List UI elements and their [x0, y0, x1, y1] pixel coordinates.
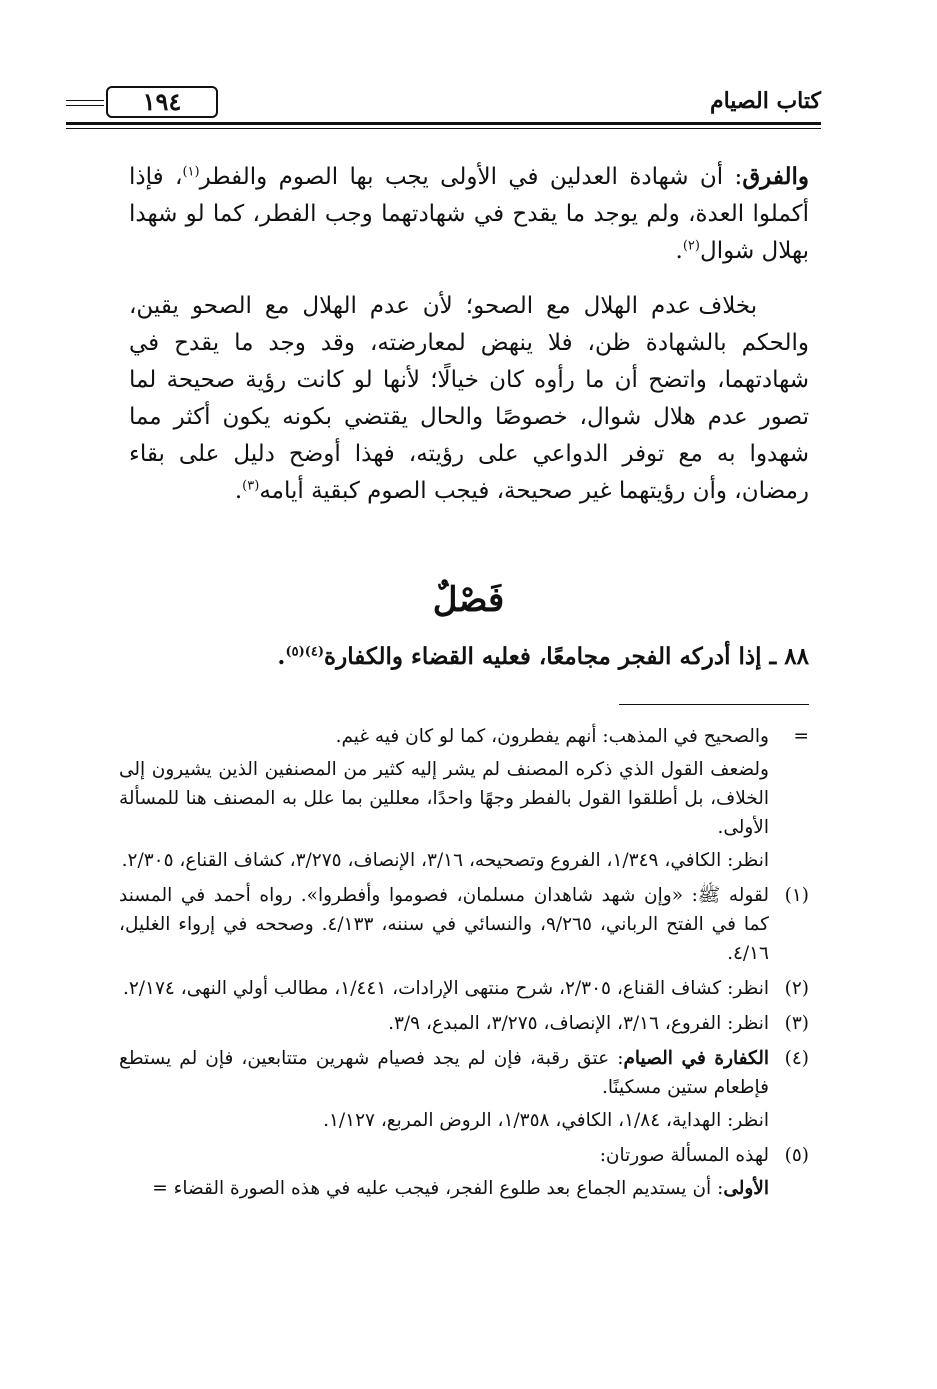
- header-ornament-line: [66, 100, 104, 101]
- footnote-mark: (٤): [784, 1048, 809, 1069]
- footnote-text: لقوله ﷺ: «وإن شهد شاهدان مسلمان، فصوموا وأفطروا». رواه أحمد في المسند كما في الفتح الرباني، ٩/٢٦٥، والنسائي في سننه، ٤/١٣٣. وصححه في إرواء الغليل، ٤/١٦.: [119, 885, 769, 964]
- paragraph-text: : أن شهادة العدلين في الأولى يجب بها الصوم والفطر: [199, 164, 743, 190]
- main-text: [129, 158, 809, 510]
- footnote-continuation: [119, 722, 809, 875]
- footnote-line: والصحيح في المذهب: أنهم يفطرون، كما لو كان فيه غيم.: [335, 726, 769, 747]
- page-number-frame: [66, 86, 226, 118]
- footnote-text: انظر: الفروع، ٣/١٦، الإنصاف، ٣/٢٧٥، المبدع، ٣/٩.: [388, 1013, 769, 1034]
- issue-number: ٨٨: [784, 643, 809, 670]
- footnote-mark: (١): [784, 885, 809, 906]
- footnote-text: انظر: كشاف القناع، ٢/٣٠٥، شرح منتهى الإرادات، ١/٤٤١، مطالب أولي النهى، ٢/١٧٤.: [122, 978, 769, 999]
- header-rule-thin: [66, 128, 821, 129]
- header-ornament-line: [66, 105, 104, 106]
- footnote-3: [119, 1009, 809, 1038]
- footnote-ref-3[interactable]: (٣): [242, 478, 260, 494]
- footnotes: [119, 722, 809, 1209]
- page-header: [66, 82, 821, 132]
- paragraph-end: .: [234, 478, 243, 504]
- footnote-line: ولضعف القول الذي ذكره المصنف لم يشر إليه كثير من المصنفين الذين يشيرون إلى الخلاف، بل أطلقوا القول بالفطر وجهًا واحدًا، معللين بما علل به المصنف هنا للمسألة الأولى.: [119, 759, 769, 838]
- footnote-5: [119, 1141, 809, 1203]
- footnote-line: انظر: الهداية، ١/٨٤، الكافي، ١/٣٥٨، الروض المربع، ١/١٢٧.: [323, 1110, 769, 1131]
- footnote-mark: (٥): [784, 1145, 809, 1166]
- paragraph-lead-word: والفرق: [742, 163, 809, 190]
- header-rule-thick: [66, 122, 821, 125]
- paragraph-contrast: [129, 288, 809, 510]
- issue-end: .: [277, 643, 286, 670]
- footnote-ref-1[interactable]: (١): [182, 164, 200, 180]
- footnote-line: انظر: الكافي، ١/٣٤٩، الفروع وتصحيحه، ٣/١٦، الإنصاف، ٣/٢٧٥، كشاف القناع، ٢/٣٠٥.: [121, 850, 769, 871]
- issue-text: إذا أدركه الفجر مجامعًا، فعليه القضاء والكفارة: [324, 643, 762, 670]
- footnote-2: [119, 974, 809, 1003]
- paragraph-end: .: [675, 238, 683, 264]
- footnote-separator: [619, 704, 809, 705]
- paragraph-text-cont: ، فإذا أكملوا العدة، ولم يوجد ما يقدح في شهادتهما وجب الفطر، كما لو شهدا بهلال شوال: [129, 164, 809, 264]
- footnote-text: : أن يستديم الجماع بعد طلوع الفجر، فيجب عليه في هذه الصورة القضاء =: [152, 1178, 724, 1199]
- footnote-mark: (٣): [784, 1013, 809, 1034]
- footnote-ref-2[interactable]: (٢): [682, 238, 700, 254]
- footnote-text: : عتق رقبة، فإن لم يجد فصيام شهرين متتابعين، فإن لم يستطع فإطعام ستين مسكينًا.: [119, 1048, 769, 1098]
- running-title: كتاب الصيام: [709, 88, 821, 114]
- footnote-4: [119, 1044, 809, 1135]
- footnote-lead: الكفارة في الصيام: [623, 1048, 769, 1069]
- page-number: ١٩٤: [106, 86, 218, 118]
- paragraph-text: بخلاف عدم الهلال مع الصحو؛ لأن عدم الهلال مع الصحو يقين، والحكم بالشهادة ظن، فلا ينهض لمعارضته، وقد وجد ما يقدح في شهادتهما، واتضح أن ما رأوه كان خيالًا؛ لأنها لو كانت رؤية صحيحة لما تصور عدم هلال شوال، خصوصًا والحال يقتضي بكونه يكون أكثر مما شهدوا به مع توفر الدواعي على رؤيته، فهذا أوضح دليل على بقاء رمضان، وأن رؤيتهما غير صحيحة، فيجب الصوم كبقية أيامه: [129, 293, 809, 504]
- issue-dash: ـ: [769, 643, 777, 670]
- footnote-mark: =: [793, 726, 809, 747]
- footnote-line: لهذه المسألة صورتان:: [599, 1145, 769, 1166]
- footnote-1: [119, 881, 809, 968]
- footnote-refs-4-5[interactable]: (٤)(٥): [285, 644, 325, 660]
- section-heading: فَصْلٌ: [432, 580, 505, 620]
- issue-88: [129, 638, 809, 675]
- footnote-mark: (٢): [784, 978, 809, 999]
- paragraph-difference: [129, 158, 809, 270]
- footnote-lead: الأولى: [723, 1178, 769, 1199]
